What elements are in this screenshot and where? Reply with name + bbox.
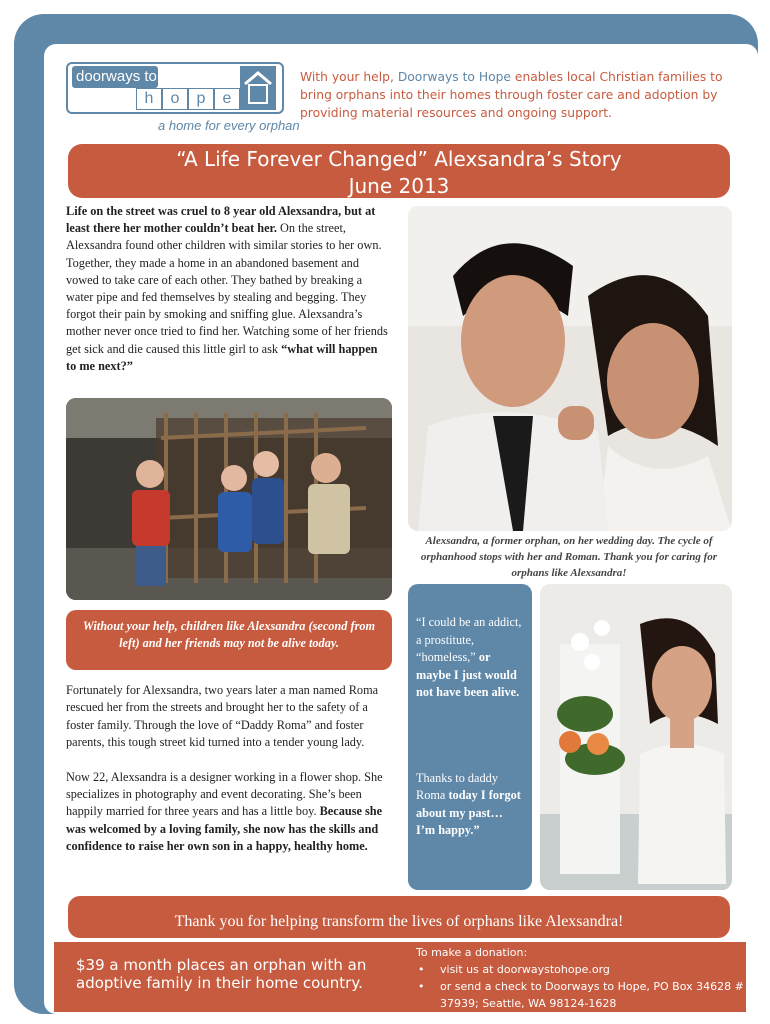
flower-shop-photo xyxy=(540,584,732,890)
intro-statement xyxy=(300,68,750,122)
donation-options xyxy=(416,961,746,1012)
story-paragraph-rescue: Fortunately for Alexsandra, two years later a man named Roma rescued her from the streets and brought her to the safety of a foster family. Through the love of “Daddy Roma” and foster parents, this tough street kid turned into a tender young lady. xyxy=(66,683,379,750)
donation-heading: To make a donation: xyxy=(416,946,528,959)
donation-instructions xyxy=(416,944,746,1012)
donation-website-link[interactable]: • visit us at doorwaystohope.org xyxy=(416,961,746,978)
story-now-bold: Because she was welcomed by a loving family, she now has the skills and confidence to raise her own son in a happy, healthy home. xyxy=(66,804,383,854)
monthly-gift-message: $39 a month places an orphan with an adoptive family in their home country. xyxy=(76,956,367,992)
donation-panel xyxy=(54,942,746,1012)
story-title: “A Life Forever Changed” Alexsandra’s Story xyxy=(176,147,622,171)
quote-second-text: Thanks to daddy Roma xyxy=(416,770,498,802)
logo-letter-o: o xyxy=(162,88,188,110)
logo-letter-e: e xyxy=(214,88,240,110)
intro-rest: enables local Christian families to bring orphans into their homes through foster care and adoption by providing material resources and ongoing support. xyxy=(300,70,723,120)
story-now-text: Now 22, Alexsandra is a designer working in a flower shop. She specializes in photography and event decorating. She’s been happily married for three years and has a little boy. xyxy=(66,769,383,819)
quote-first xyxy=(416,614,524,702)
logo-tagline: a home for every orphan xyxy=(158,118,300,133)
quote-second-bold: today I forgot about my past… I’m happy.” xyxy=(416,788,521,837)
story-question: “what will happen to me next?” xyxy=(66,341,378,373)
thank-you-band: Thank you for helping transform the lives of orphans like Alexsandra! xyxy=(68,896,730,938)
house-icon xyxy=(240,66,276,110)
logo-letter-h: h xyxy=(136,88,162,110)
logo-top-text: doorways to xyxy=(72,66,158,88)
newsletter-sheet xyxy=(44,44,758,1014)
donation-mail-address: • or send a check to Doorways to Hope, PO Box 34628 # 37939; Seattle, WA 98124-1628 xyxy=(416,978,746,1012)
story-date: June 2013 xyxy=(348,174,450,198)
kids-caption: Without your help, children like Alexsandra (second from left) and her friends may not be alive today. xyxy=(66,610,392,670)
logo-letter-p: p xyxy=(188,88,214,110)
page-frame xyxy=(14,14,758,1014)
story-paragraph-now xyxy=(66,769,392,856)
intro-org-name: Doorways to Hope xyxy=(397,70,511,84)
wedding-photo xyxy=(408,206,732,531)
kids-photo xyxy=(66,398,392,600)
wedding-caption: Alexsandra, a former orphan, on her wedding day. The cycle of orphanhood stops with her and Roman. Thank you for caring for orphans like Alexsandra! xyxy=(420,535,718,579)
story-body: On the street, Alexsandra found other children with similar stories to her own. Together, they made a home in an abandoned basement and vowed to take care of each other. They bathed by breaking a water pipe and fed themselves by stealing and begging. They forgot their pain by smoking and sniffing glue. Alexsandra’s mother never once tried to find her. Watching some of her friends get sick and die caused this little girl to ask xyxy=(66,221,388,356)
quote-first-text: “I could be an addict, a prostitute, “homeless,” xyxy=(416,615,522,664)
quote-first-bold: or maybe I just would not have been alive. xyxy=(416,650,520,699)
title-banner xyxy=(68,144,730,198)
story-opening xyxy=(66,203,390,375)
intro-prefix: With your help, xyxy=(300,70,394,84)
story-bold-intro: Life on the street was cruel to 8 year old Alexsandra, but at least there her mother couldn’t beat her. xyxy=(66,204,376,236)
story-continuation xyxy=(66,682,392,873)
doorways-logo xyxy=(66,62,300,133)
quote-panel xyxy=(408,584,532,890)
quote-second xyxy=(416,770,524,840)
